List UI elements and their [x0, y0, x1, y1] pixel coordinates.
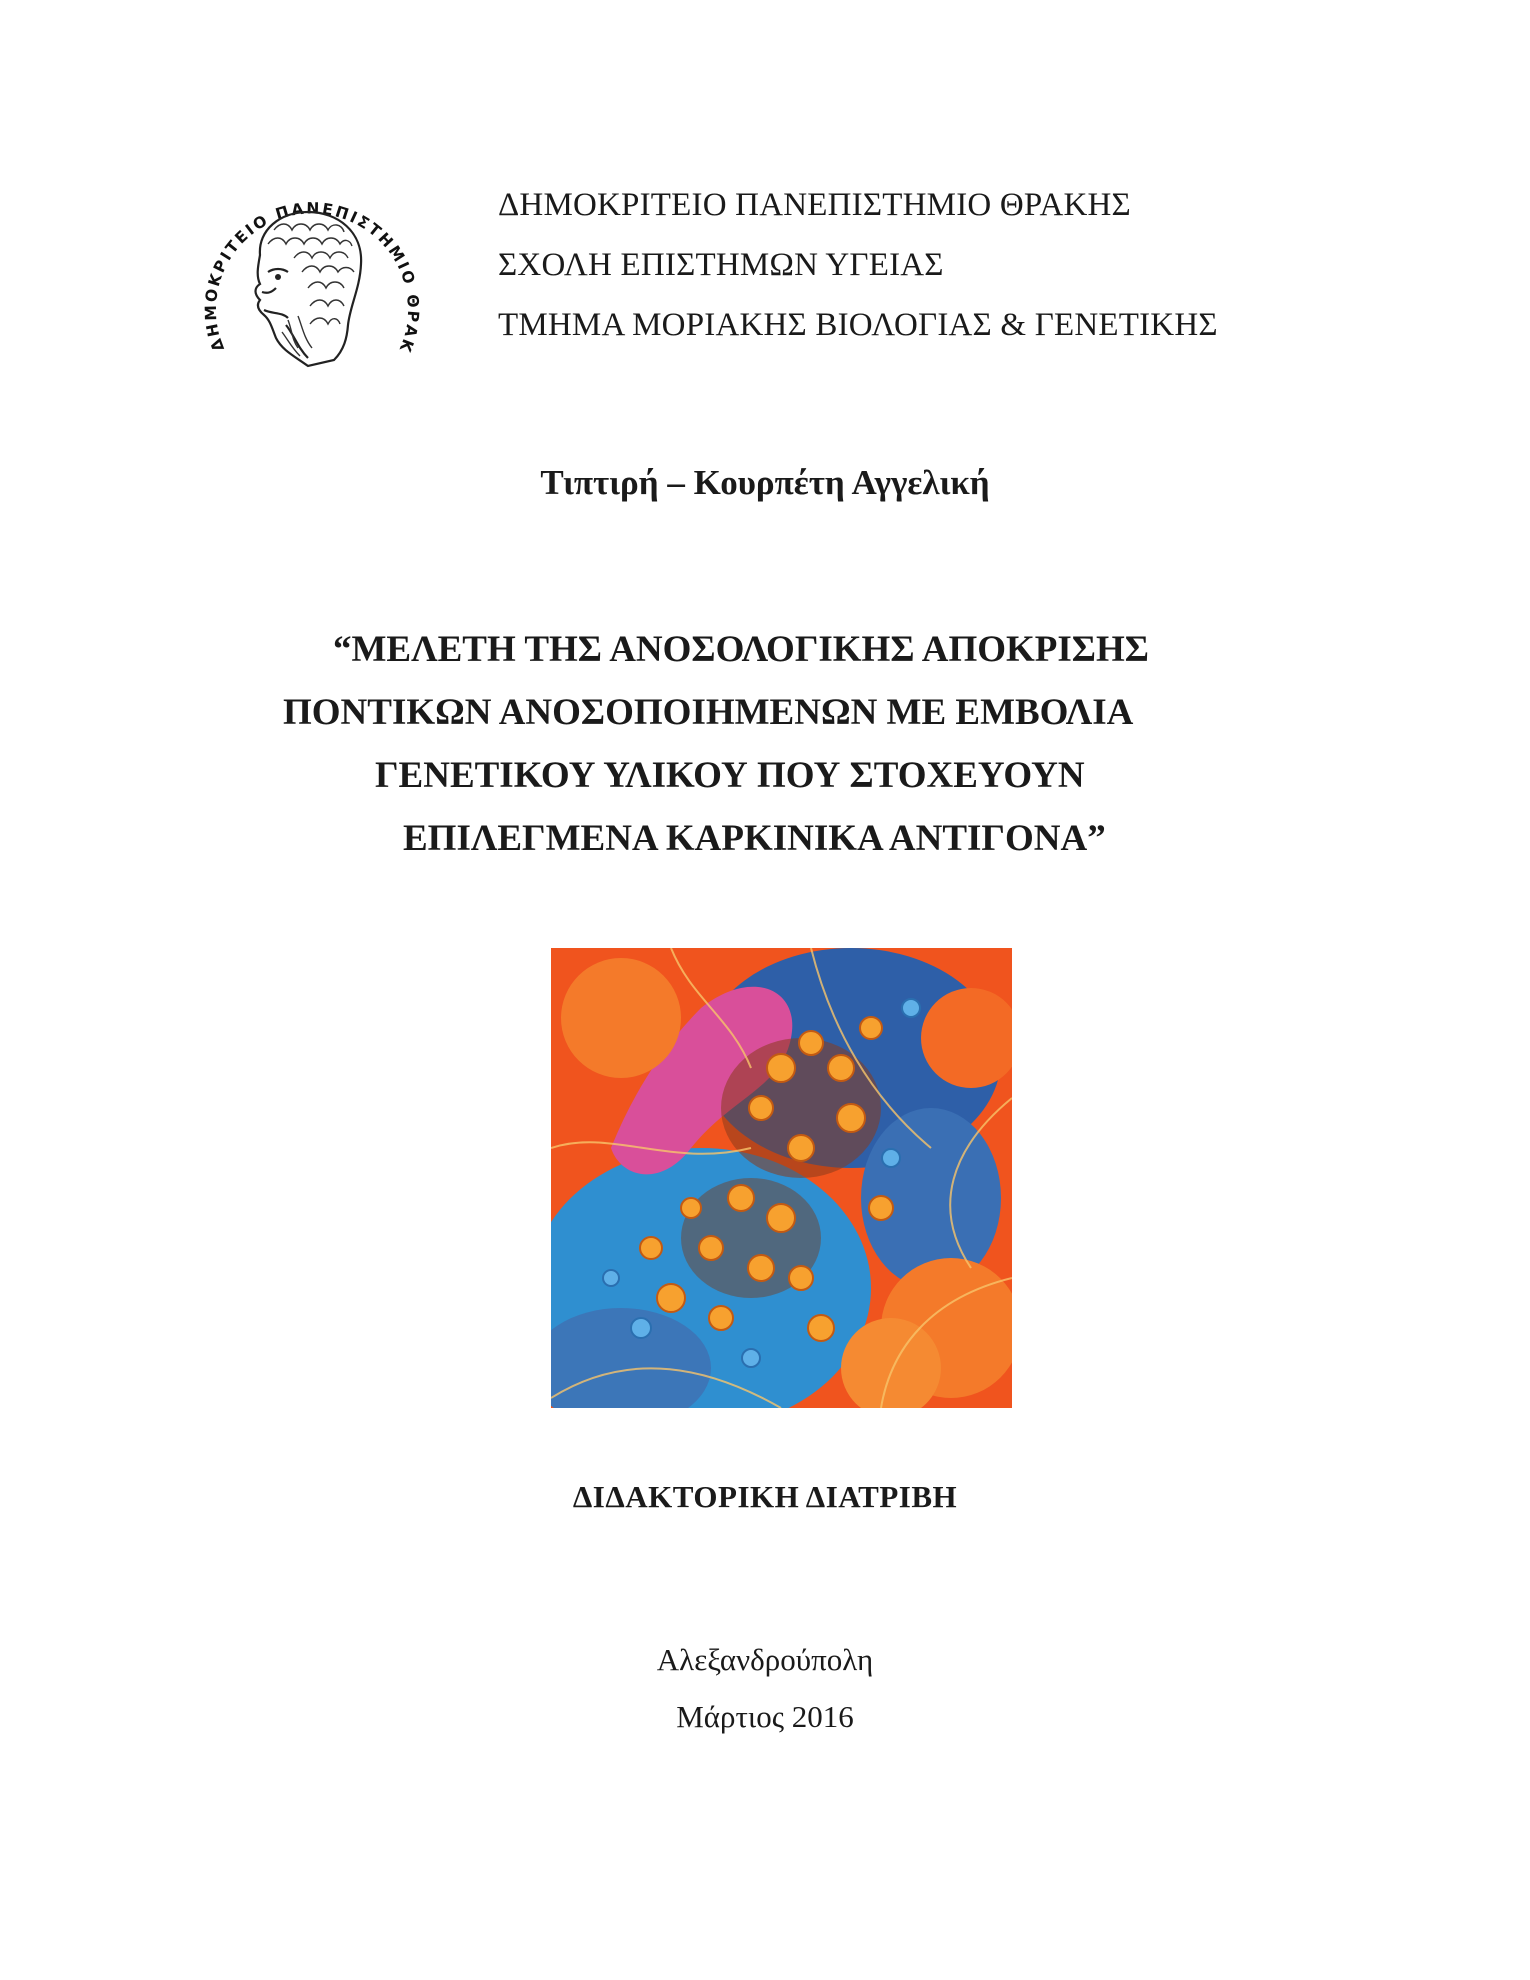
cover-image — [551, 948, 1012, 1408]
institution-block — [498, 175, 1218, 355]
department-name: ΤΜΗΜΑ ΜΟΡΙΑΚΗΣ ΒΙΟΛΟΓΙΑΣ & ΓΕΝΕΤΙΚΗΣ — [498, 307, 1218, 343]
school-name: ΣΧΟΛΗ ΕΠΙΣΤΗΜΩΝ ΥΓΕΙΑΣ — [498, 247, 944, 283]
cancer-cells-artwork-icon — [551, 948, 1012, 1408]
seal-ring-text: ΔΗΜΟΚΡΙΤΕΙΟ ΠΑΝΕΠΙΣΤΗΜΙΟ ΘΡΑΚ — [201, 199, 423, 357]
university-name: ΔΗΜΟΚΡΙΤΕΙΟ ΠΑΝΕΠΙΣΤΗΜΙΟ ΘΡΑΚΗΣ — [498, 187, 1131, 223]
svg-text:ΔΗΜΟΚΡΙΤΕΙΟ ΠΑΝΕΠΙΣΤΗΜΙΟ ΘΡΑΚΗ — [198, 160, 422, 356]
university-seal — [198, 160, 426, 400]
title-line-2: ΠΟΝΤΙΚΩΝ ΑΝΟΣΟΠΟΙΗΜΕΝΩΝ ΜΕ ΕΜΒΟΛΙΑ — [283, 692, 1134, 733]
thesis-type: ΔΙΔΑΚΤΟΡΙΚΗ ΔΙΑΤΡΙΒΗ — [572, 1479, 958, 1514]
title-line-3: ΓΕΝΕΤΙΚΟΥ ΥΛΙΚΟΥ ΠΟΥ ΣΤΟΧΕΥΟΥΝ — [375, 755, 1085, 796]
thesis-title — [0, 618, 1530, 870]
author-name: Τιπτιρή – Κουρπέτη Αγγελική — [540, 463, 990, 502]
date: Μάρτιος 2016 — [676, 1699, 854, 1734]
democritus-portrait-icon — [198, 160, 426, 400]
title-line-4: ΕΠΙΛΕΓΜΕΝΑ ΚΑΡΚΙΝΙΚΑ ΑΝΤΙΓΟΝΑ” — [403, 818, 1106, 859]
place: Αλεξανδρούπολη — [656, 1642, 874, 1677]
title-line-1: “ΜΕΛΕΤΗ ΤΗΣ ΑΝΟΣΟΛΟΓΙΚΗΣ ΑΠΟΚΡΙΣΗΣ — [333, 629, 1149, 670]
